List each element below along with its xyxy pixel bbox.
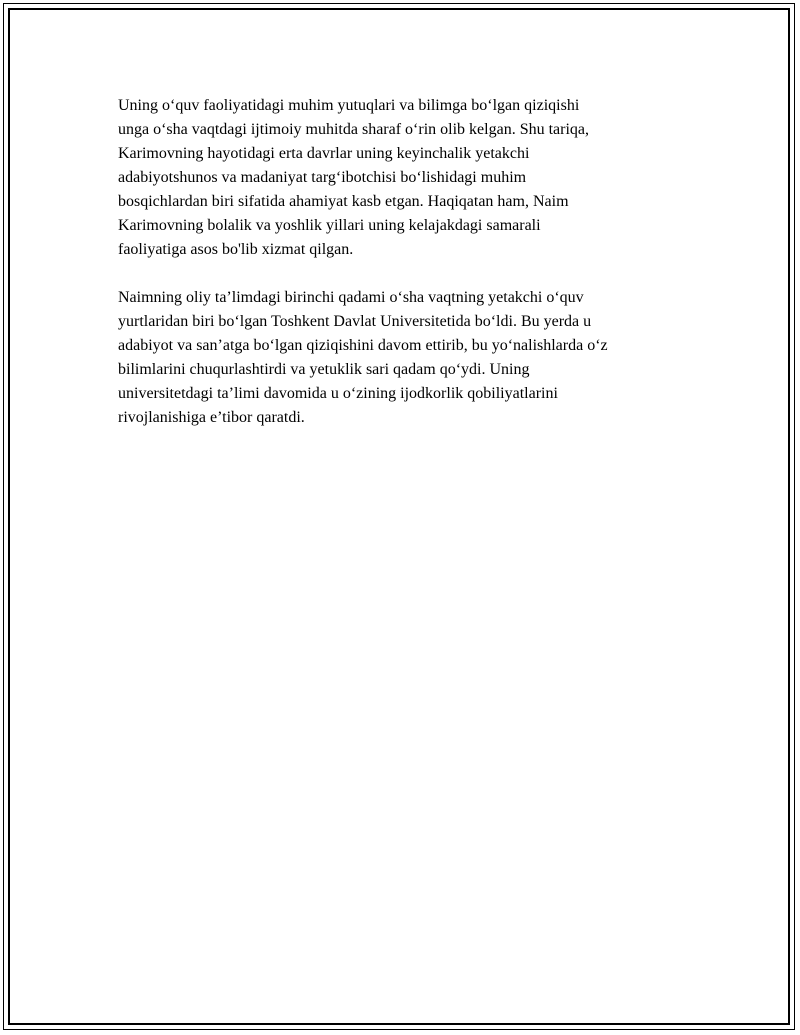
document-body [118,94,693,454]
paragraph-1: Uning o‘quv faoliyatidagi muhim yutuqlari va bilimga bo‘lgan qiziqishi unga o‘sha vaqtdagi ijtimoiy muhitda sharaf o‘rin olib kelgan. Shu tariqa, Karimovning hayotidagi erta davrlar uning keyinchalik yetakchi adabiyotshunos va madaniyat targ‘ibotchisi bo‘lishidagi muhim bosqichlardan biri sifatida ahamiyat kasb etgan. Haqiqatan ham, Naim Karimovning bolalik va yoshlik yillari uning kelajakdagi samarali faoliyatiga asos bo'lib xizmat qilgan. [118,97,590,258]
paragraph-2: Naimning oliy ta’limdagi birinchi qadami o‘sha vaqtning yetakchi o‘quv yurtlaridan biri bo‘lgan Toshkent Davlat Universitetida bo‘ldi. Bu yerda u adabiyot va san’atga bo‘lgan qiziqishini davom ettirib, bu yo‘nalishlarda o‘z bilimlarini chuqurlashtirdi va yetuklik sari qadam qo‘ydi. Uning universitetdagi ta’limi davomida u o‘zining ijodkorlik qobiliyatlarini rivojlanishiga e’tibor qaratdi. [118,289,608,426]
